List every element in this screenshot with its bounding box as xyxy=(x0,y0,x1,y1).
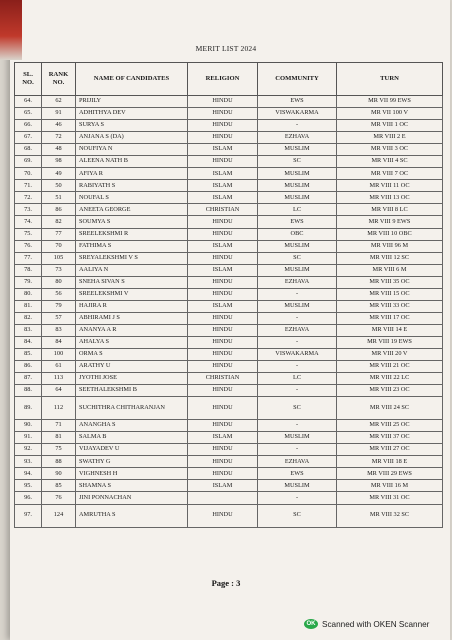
cell-candidate-name: VIGHNESH H xyxy=(76,468,188,480)
cell-sl-no: 90. xyxy=(15,420,42,432)
cell-rank-no: 49 xyxy=(42,168,76,180)
cell-candidate-name: AMRUTHA S xyxy=(76,504,188,527)
cell-religion: HINDU xyxy=(188,216,258,228)
table-row xyxy=(15,168,443,180)
cell-turn: MR VIII 29 EWS xyxy=(337,468,443,480)
cell-sl-no: 89. xyxy=(15,397,42,420)
cell-candidate-name: PRIJILY xyxy=(76,96,188,108)
cell-turn: MR VIII 37 OC xyxy=(337,432,443,444)
cell-sl-no: 83. xyxy=(15,324,42,336)
table-row xyxy=(15,504,443,527)
cell-rank-no: 46 xyxy=(42,120,76,132)
cell-rank-no: 88 xyxy=(42,456,76,468)
cell-sl-no: 66. xyxy=(15,120,42,132)
cell-candidate-name: ABHIRAMI J S xyxy=(76,312,188,324)
cell-turn: MR VIII 3 OC xyxy=(337,144,443,156)
cell-turn: MR VIII 21 OC xyxy=(337,361,443,373)
cell-religion: ISLAM xyxy=(188,264,258,276)
cell-religion: ISLAM xyxy=(188,168,258,180)
merit-list-table xyxy=(14,62,443,528)
cell-religion: HINDU xyxy=(188,456,258,468)
cell-religion: HINDU xyxy=(188,420,258,432)
cell-religion: HINDU xyxy=(188,276,258,288)
cell-religion: HINDU xyxy=(188,252,258,264)
cell-rank-no: 57 xyxy=(42,312,76,324)
cell-candidate-name: SNEHA SIVAN S xyxy=(76,276,188,288)
cell-religion: HINDU xyxy=(188,504,258,527)
table-row xyxy=(15,397,443,420)
cell-sl-no: 80. xyxy=(15,288,42,300)
cell-rank-no: 91 xyxy=(42,108,76,120)
cell-religion: HINDU xyxy=(188,324,258,336)
cell-religion: HINDU xyxy=(188,156,258,168)
table-row xyxy=(15,432,443,444)
cell-sl-no: 74. xyxy=(15,216,42,228)
cell-religion: ISLAM xyxy=(188,480,258,492)
table-row xyxy=(15,252,443,264)
cell-community: MUSLIM xyxy=(258,432,337,444)
header-sl-no: SL. NO. xyxy=(15,63,42,96)
cell-rank-no: 48 xyxy=(42,144,76,156)
cell-sl-no: 68. xyxy=(15,144,42,156)
cell-rank-no: 73 xyxy=(42,264,76,276)
cell-turn: MR VIII 15 OC xyxy=(337,288,443,300)
cell-religion: HINDU xyxy=(188,468,258,480)
cell-candidate-name: NOUFAL S xyxy=(76,192,188,204)
cell-community: MUSLIM xyxy=(258,144,337,156)
cell-community: EWS xyxy=(258,96,337,108)
cell-sl-no: 71. xyxy=(15,180,42,192)
cell-candidate-name: ANJANA S (DA) xyxy=(76,132,188,144)
cell-sl-no: 69. xyxy=(15,156,42,168)
cell-sl-no: 78. xyxy=(15,264,42,276)
cell-rank-no: 70 xyxy=(42,240,76,252)
cell-candidate-name: JINI PONNACHAN xyxy=(76,492,188,504)
table-row xyxy=(15,132,443,144)
cell-turn: MR VIII 6 M xyxy=(337,264,443,276)
cell-community: SC xyxy=(258,504,337,527)
table-row xyxy=(15,264,443,276)
cell-candidate-name: VIJAYADEV U xyxy=(76,444,188,456)
cell-sl-no: 92. xyxy=(15,444,42,456)
cell-sl-no: 88. xyxy=(15,385,42,397)
table-row xyxy=(15,204,443,216)
scanner-logo-icon: OK xyxy=(304,619,318,629)
cell-candidate-name: SURYA S xyxy=(76,120,188,132)
cell-turn: MR VIII 32 SC xyxy=(337,504,443,527)
cell-turn: MR VIII 2 E xyxy=(337,132,443,144)
cell-rank-no: 75 xyxy=(42,444,76,456)
cell-community: MUSLIM xyxy=(258,264,337,276)
cell-religion: HINDU xyxy=(188,288,258,300)
cell-turn: MR VIII 10 OBC xyxy=(337,228,443,240)
cell-rank-no: 62 xyxy=(42,96,76,108)
cell-turn: MR VIII 17 OC xyxy=(337,312,443,324)
table-row xyxy=(15,385,443,397)
cell-community: EZHAVA xyxy=(258,276,337,288)
table-row xyxy=(15,300,443,312)
cell-turn: MR VIII 20 V xyxy=(337,348,443,360)
cell-candidate-name: ANANGHA S xyxy=(76,420,188,432)
cell-turn: MR VIII 24 SC xyxy=(337,397,443,420)
cell-community: MUSLIM xyxy=(258,180,337,192)
cell-community: - xyxy=(258,120,337,132)
table-row xyxy=(15,192,443,204)
cell-rank-no: 124 xyxy=(42,504,76,527)
cell-community: - xyxy=(258,312,337,324)
cell-candidate-name: RABIYATH S xyxy=(76,180,188,192)
cell-community: - xyxy=(258,361,337,373)
cell-rank-no: 86 xyxy=(42,204,76,216)
cell-community: - xyxy=(258,288,337,300)
cell-community: MUSLIM xyxy=(258,480,337,492)
cell-candidate-name: SREELEKSHMI V xyxy=(76,288,188,300)
table-row xyxy=(15,180,443,192)
cell-rank-no: 82 xyxy=(42,216,76,228)
cell-rank-no: 79 xyxy=(42,300,76,312)
table-row xyxy=(15,324,443,336)
scanner-watermark xyxy=(304,617,450,631)
cell-rank-no: 100 xyxy=(42,348,76,360)
table-row xyxy=(15,108,443,120)
cell-religion: HINDU xyxy=(188,444,258,456)
cell-community: VISWAKARMA xyxy=(258,348,337,360)
cell-candidate-name: JYOTHI JOSE xyxy=(76,373,188,385)
cell-community: MUSLIM xyxy=(258,168,337,180)
cell-candidate-name: SEETHALEKSHMI B xyxy=(76,385,188,397)
table-row xyxy=(15,120,443,132)
cell-rank-no: 83 xyxy=(42,324,76,336)
table-row xyxy=(15,144,443,156)
cell-candidate-name: SOUMYA S xyxy=(76,216,188,228)
table-row xyxy=(15,96,443,108)
cell-sl-no: 79. xyxy=(15,276,42,288)
cell-candidate-name: ORMA S xyxy=(76,348,188,360)
header-community: COMMUNITY xyxy=(258,63,337,96)
cell-community: - xyxy=(258,385,337,397)
cell-turn: MR VIII 23 OC xyxy=(337,385,443,397)
cell-religion xyxy=(188,492,258,504)
cell-rank-no: 61 xyxy=(42,361,76,373)
cell-community: SC xyxy=(258,397,337,420)
table-row xyxy=(15,276,443,288)
cell-sl-no: 72. xyxy=(15,192,42,204)
cell-sl-no: 70. xyxy=(15,168,42,180)
cell-community: EWS xyxy=(258,468,337,480)
table-row xyxy=(15,361,443,373)
cell-community: - xyxy=(258,492,337,504)
cell-turn: MR VIII 19 EWS xyxy=(337,336,443,348)
cell-rank-no: 80 xyxy=(42,276,76,288)
cell-religion: ISLAM xyxy=(188,240,258,252)
cell-religion: HINDU xyxy=(188,228,258,240)
cell-candidate-name: ADHITHYA DEV xyxy=(76,108,188,120)
cell-religion: ISLAM xyxy=(188,180,258,192)
cell-candidate-name: SHAMNA S xyxy=(76,480,188,492)
cell-sl-no: 73. xyxy=(15,204,42,216)
cell-sl-no: 77. xyxy=(15,252,42,264)
cell-rank-no: 50 xyxy=(42,180,76,192)
cell-community: EZHAVA xyxy=(258,324,337,336)
cell-turn: MR VIII 96 M xyxy=(337,240,443,252)
cell-turn: MR VIII 35 OC xyxy=(337,276,443,288)
cell-rank-no: 71 xyxy=(42,420,76,432)
cell-sl-no: 93. xyxy=(15,456,42,468)
cell-candidate-name: SWATHY G xyxy=(76,456,188,468)
cell-candidate-name: AFIYA R xyxy=(76,168,188,180)
cell-turn: MR VIII 18 E xyxy=(337,456,443,468)
cell-rank-no: 98 xyxy=(42,156,76,168)
cell-candidate-name: ALEENA NATH B xyxy=(76,156,188,168)
table-row xyxy=(15,492,443,504)
cell-sl-no: 87. xyxy=(15,373,42,385)
table-row xyxy=(15,312,443,324)
cell-religion: HINDU xyxy=(188,108,258,120)
page-number: Page : 3 xyxy=(211,578,241,588)
cell-religion: ISLAM xyxy=(188,300,258,312)
cell-rank-no: 51 xyxy=(42,192,76,204)
table-row xyxy=(15,156,443,168)
cell-candidate-name: NOUFIYA N xyxy=(76,144,188,156)
cell-religion: ISLAM xyxy=(188,432,258,444)
cell-turn: MR VIII 12 SC xyxy=(337,252,443,264)
cell-candidate-name: SALMA B xyxy=(76,432,188,444)
cell-community: VISWAKARMA xyxy=(258,108,337,120)
cell-rank-no: 64 xyxy=(42,385,76,397)
table-row xyxy=(15,228,443,240)
table-row xyxy=(15,468,443,480)
cell-community: MUSLIM xyxy=(258,300,337,312)
cell-turn: MR VIII 16 M xyxy=(337,480,443,492)
cell-candidate-name: SUCHITHRA CHITHARANJAN xyxy=(76,397,188,420)
table-row xyxy=(15,240,443,252)
cell-sl-no: 85. xyxy=(15,348,42,360)
header-religion: RELIGION xyxy=(188,63,258,96)
document-title: MERIT LIST 2024 xyxy=(195,44,257,53)
cell-turn: MR VIII 13 OC xyxy=(337,192,443,204)
cell-candidate-name: ANEETA GEORGE xyxy=(76,204,188,216)
cell-sl-no: 96. xyxy=(15,492,42,504)
cell-rank-no: 72 xyxy=(42,132,76,144)
cell-sl-no: 64. xyxy=(15,96,42,108)
cell-community: SC xyxy=(258,156,337,168)
cell-turn: MR VIII 27 OC xyxy=(337,444,443,456)
cell-community: MUSLIM xyxy=(258,192,337,204)
cell-turn: MR VII 99 EWS xyxy=(337,96,443,108)
cell-candidate-name: HAJIRA R xyxy=(76,300,188,312)
cell-turn: MR VIII 22 LC xyxy=(337,373,443,385)
cell-religion: CHRISTIAN xyxy=(188,204,258,216)
cell-sl-no: 86. xyxy=(15,361,42,373)
cell-turn: MR VIII 7 OC xyxy=(337,168,443,180)
cell-turn: MR VIII 11 OC xyxy=(337,180,443,192)
table-row xyxy=(15,336,443,348)
cell-candidate-name: ANANYA A R xyxy=(76,324,188,336)
cell-religion: CHRISTIAN xyxy=(188,373,258,385)
cell-religion: HINDU xyxy=(188,348,258,360)
cell-community: - xyxy=(258,444,337,456)
cell-candidate-name: FATHIMA S xyxy=(76,240,188,252)
cell-candidate-name: AHALYA S xyxy=(76,336,188,348)
cell-community: LC xyxy=(258,204,337,216)
cell-turn: MR VIII 33 OC xyxy=(337,300,443,312)
table-row xyxy=(15,420,443,432)
table-row xyxy=(15,348,443,360)
cell-sl-no: 91. xyxy=(15,432,42,444)
cell-religion: HINDU xyxy=(188,312,258,324)
cell-religion: HINDU xyxy=(188,132,258,144)
header-rank-no: RANK NO. xyxy=(42,63,76,96)
cell-candidate-name: ARATHY U xyxy=(76,361,188,373)
header-candidate-name: NAME OF CANDIDATES xyxy=(76,63,188,96)
cell-sl-no: 81. xyxy=(15,300,42,312)
cell-rank-no: 105 xyxy=(42,252,76,264)
cell-community: SC xyxy=(258,252,337,264)
cell-turn: MR VIII 9 EWS xyxy=(337,216,443,228)
cell-rank-no: 90 xyxy=(42,468,76,480)
cell-rank-no: 77 xyxy=(42,228,76,240)
header-turn: TURN xyxy=(337,63,443,96)
cell-religion: HINDU xyxy=(188,336,258,348)
cell-community: - xyxy=(258,420,337,432)
cell-community: EZHAVA xyxy=(258,456,337,468)
cell-sl-no: 84. xyxy=(15,336,42,348)
cell-community: OBC xyxy=(258,228,337,240)
cell-community: LC xyxy=(258,373,337,385)
table-row xyxy=(15,444,443,456)
cell-candidate-name: SREYALEKSHMI V S xyxy=(76,252,188,264)
cell-turn: MR VIII 14 E xyxy=(337,324,443,336)
cell-turn: MR VIII 25 OC xyxy=(337,420,443,432)
cell-religion: HINDU xyxy=(188,96,258,108)
table-header-row xyxy=(15,63,443,96)
cell-rank-no: 76 xyxy=(42,492,76,504)
cell-sl-no: 95. xyxy=(15,480,42,492)
table-row xyxy=(15,288,443,300)
cell-religion: ISLAM xyxy=(188,144,258,156)
cell-community: - xyxy=(258,336,337,348)
table-row xyxy=(15,216,443,228)
cell-religion: ISLAM xyxy=(188,192,258,204)
cell-candidate-name: SREELEKSHMI R xyxy=(76,228,188,240)
cell-sl-no: 67. xyxy=(15,132,42,144)
cell-religion: HINDU xyxy=(188,385,258,397)
cell-sl-no: 76. xyxy=(15,240,42,252)
cell-rank-no: 85 xyxy=(42,480,76,492)
cell-religion: HINDU xyxy=(188,361,258,373)
cell-rank-no: 56 xyxy=(42,288,76,300)
cell-turn: MR VIII 31 OC xyxy=(337,492,443,504)
cell-candidate-name: AALIYA N xyxy=(76,264,188,276)
cell-rank-no: 112 xyxy=(42,397,76,420)
cell-community: EWS xyxy=(258,216,337,228)
cell-sl-no: 97. xyxy=(15,504,42,527)
cell-turn: MR VIII 8 LC xyxy=(337,204,443,216)
cell-sl-no: 65. xyxy=(15,108,42,120)
cell-community: MUSLIM xyxy=(258,240,337,252)
table-row xyxy=(15,480,443,492)
cell-turn: MR VIII 1 OC xyxy=(337,120,443,132)
cell-sl-no: 94. xyxy=(15,468,42,480)
cell-community: EZHAVA xyxy=(258,132,337,144)
scanner-text: Scanned with OKEN Scanner xyxy=(322,619,430,629)
cell-sl-no: 75. xyxy=(15,228,42,240)
cell-religion: HINDU xyxy=(188,397,258,420)
cell-sl-no: 82. xyxy=(15,312,42,324)
cell-rank-no: 84 xyxy=(42,336,76,348)
table-row xyxy=(15,373,443,385)
cell-rank-no: 81 xyxy=(42,432,76,444)
table-row xyxy=(15,456,443,468)
cell-religion: HINDU xyxy=(188,120,258,132)
cell-turn: MR VIII 4 SC xyxy=(337,156,443,168)
cell-turn: MR VII 100 V xyxy=(337,108,443,120)
cell-rank-no: 113 xyxy=(42,373,76,385)
